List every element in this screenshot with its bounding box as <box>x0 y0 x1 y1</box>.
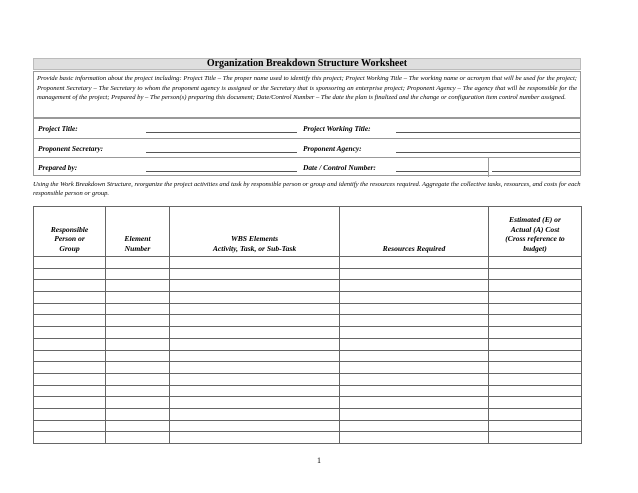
table-row <box>34 397 582 409</box>
table-cell[interactable] <box>34 268 106 280</box>
table-cell[interactable] <box>489 303 582 315</box>
table-cell[interactable] <box>340 338 489 350</box>
worksheet-title: Organization Breakdown Structure Worksheet <box>33 58 581 70</box>
table-cell[interactable] <box>340 315 489 327</box>
table-cell[interactable] <box>106 420 170 432</box>
table-row <box>34 268 582 280</box>
table-cell[interactable] <box>34 362 106 374</box>
table-cell[interactable] <box>170 303 340 315</box>
table-row <box>34 292 582 304</box>
table-cell[interactable] <box>340 268 489 280</box>
info-row-proponent <box>34 138 580 158</box>
proponent-agency-field[interactable] <box>396 152 580 153</box>
table-cell[interactable] <box>489 327 582 339</box>
table-cell[interactable] <box>106 280 170 292</box>
col-header-responsible: Responsible Person or Group <box>34 207 106 257</box>
table-cell[interactable] <box>170 338 340 350</box>
table-cell[interactable] <box>34 373 106 385</box>
table-cell[interactable] <box>106 327 170 339</box>
table-cell[interactable] <box>34 338 106 350</box>
table-row <box>34 408 582 420</box>
table-cell[interactable] <box>106 350 170 362</box>
table-cell[interactable] <box>489 432 582 444</box>
table-cell[interactable] <box>170 280 340 292</box>
table-cell[interactable] <box>340 280 489 292</box>
table-cell[interactable] <box>34 420 106 432</box>
date-field[interactable] <box>396 171 488 172</box>
table-cell[interactable] <box>340 373 489 385</box>
table-cell[interactable] <box>106 397 170 409</box>
table-cell[interactable] <box>170 397 340 409</box>
table-cell[interactable] <box>106 257 170 269</box>
prepared-by-field[interactable] <box>146 171 297 172</box>
table-cell[interactable] <box>489 280 582 292</box>
project-title-label: Project Title: <box>38 124 78 133</box>
proponent-agency-label: Proponent Agency: <box>303 144 362 153</box>
table-cell[interactable] <box>340 432 489 444</box>
table-cell[interactable] <box>106 268 170 280</box>
table-row <box>34 420 582 432</box>
table-cell[interactable] <box>34 280 106 292</box>
table-cell[interactable] <box>106 432 170 444</box>
table-cell[interactable] <box>489 373 582 385</box>
table-cell[interactable] <box>170 432 340 444</box>
table-cell[interactable] <box>340 257 489 269</box>
table-row <box>34 432 582 444</box>
table-cell[interactable] <box>489 397 582 409</box>
table-cell[interactable] <box>34 408 106 420</box>
table-cell[interactable] <box>340 420 489 432</box>
table-row <box>34 338 582 350</box>
info-row-prepared <box>34 157 580 177</box>
table-cell[interactable] <box>106 408 170 420</box>
table-cell[interactable] <box>489 315 582 327</box>
table-cell[interactable] <box>34 315 106 327</box>
table-cell[interactable] <box>489 408 582 420</box>
table-cell[interactable] <box>489 268 582 280</box>
control-number-field[interactable] <box>492 171 580 172</box>
table-cell[interactable] <box>34 303 106 315</box>
prepared-by-label: Prepared by: <box>38 163 78 172</box>
instructions-text: Provide basic information about the project including: Project Title – The proper name used to identify this project; Project Working Title – The working name or acronym that will be used for the project; Proponent Secretary – The Secretary to whom the proponent agency is assigned or the Secretary that is sponsoring an enterprise project; Proponent Agency – The agency that will be responsible for the management of the project; Prepared by – The person(s) preparing this document; Date/Control Number – The date the plan is finalized and the change or configuration item control number assigned. <box>33 71 581 118</box>
col-header-resources: Resources Required <box>340 207 489 257</box>
table-cell[interactable] <box>489 257 582 269</box>
table-cell[interactable] <box>170 268 340 280</box>
table-row <box>34 257 582 269</box>
table-cell[interactable] <box>106 338 170 350</box>
table-cell[interactable] <box>106 303 170 315</box>
table-row <box>34 280 582 292</box>
proponent-secretary-field[interactable] <box>146 152 297 153</box>
project-working-title-label: Project Working Title: <box>303 124 371 133</box>
table-cell[interactable] <box>34 327 106 339</box>
table-row <box>34 362 582 374</box>
date-control-number-label: Date / Control Number: <box>303 163 376 172</box>
table-header-row <box>34 207 582 257</box>
table-cell[interactable] <box>106 292 170 304</box>
table-row <box>34 327 582 339</box>
table-cell[interactable] <box>34 292 106 304</box>
table-cell[interactable] <box>170 408 340 420</box>
obs-worksheet-table <box>33 206 582 444</box>
table-cell[interactable] <box>489 338 582 350</box>
table-cell[interactable] <box>170 362 340 374</box>
table-cell[interactable] <box>34 257 106 269</box>
info-row-title <box>34 119 580 138</box>
table-cell[interactable] <box>340 292 489 304</box>
table-cell[interactable] <box>106 373 170 385</box>
table-cell[interactable] <box>34 397 106 409</box>
table-cell[interactable] <box>106 385 170 397</box>
table-cell[interactable] <box>170 373 340 385</box>
table-row <box>34 373 582 385</box>
table-cell[interactable] <box>340 385 489 397</box>
table-cell[interactable] <box>489 292 582 304</box>
table-cell[interactable] <box>489 420 582 432</box>
page-number: 1 <box>317 456 321 465</box>
table-cell[interactable] <box>489 385 582 397</box>
table-cell[interactable] <box>340 303 489 315</box>
table-cell[interactable] <box>34 385 106 397</box>
date-control-divider <box>488 158 489 177</box>
col-header-wbs-elements: WBS Elements Activity, Task, or Sub-Task <box>170 207 340 257</box>
table-row <box>34 385 582 397</box>
table-cell[interactable] <box>340 362 489 374</box>
col-header-cost: Estimated (E) or Actual (A) Cost (Cross reference to budget) <box>489 207 582 257</box>
project-title-field[interactable] <box>146 132 297 133</box>
table-cell[interactable] <box>170 315 340 327</box>
table-cell[interactable] <box>340 397 489 409</box>
table-cell[interactable] <box>106 362 170 374</box>
table-cell[interactable] <box>340 327 489 339</box>
table-cell[interactable] <box>170 292 340 304</box>
table-cell[interactable] <box>170 327 340 339</box>
table-body <box>34 257 582 444</box>
table-cell[interactable] <box>106 315 170 327</box>
table-cell[interactable] <box>34 350 106 362</box>
table-cell[interactable] <box>489 350 582 362</box>
table-row <box>34 350 582 362</box>
table-cell[interactable] <box>489 362 582 374</box>
col-header-element-number: Element Number <box>106 207 170 257</box>
table-row <box>34 303 582 315</box>
table-cell[interactable] <box>170 257 340 269</box>
table-cell[interactable] <box>170 350 340 362</box>
table-cell[interactable] <box>170 420 340 432</box>
table-cell[interactable] <box>340 350 489 362</box>
proponent-secretary-label: Proponent Secretary: <box>38 144 104 153</box>
table-cell[interactable] <box>340 408 489 420</box>
project-working-title-field[interactable] <box>396 132 580 133</box>
table-cell[interactable] <box>34 432 106 444</box>
table-cell[interactable] <box>170 385 340 397</box>
project-info-grid <box>33 118 581 176</box>
table-row <box>34 315 582 327</box>
usage-note: Using the Work Breakdown Structure, reorganize the project activities and task by responsible person or group and identify the resources required. Aggregate the collective tasks, resources, and costs for each responsible person or group. <box>33 181 581 198</box>
